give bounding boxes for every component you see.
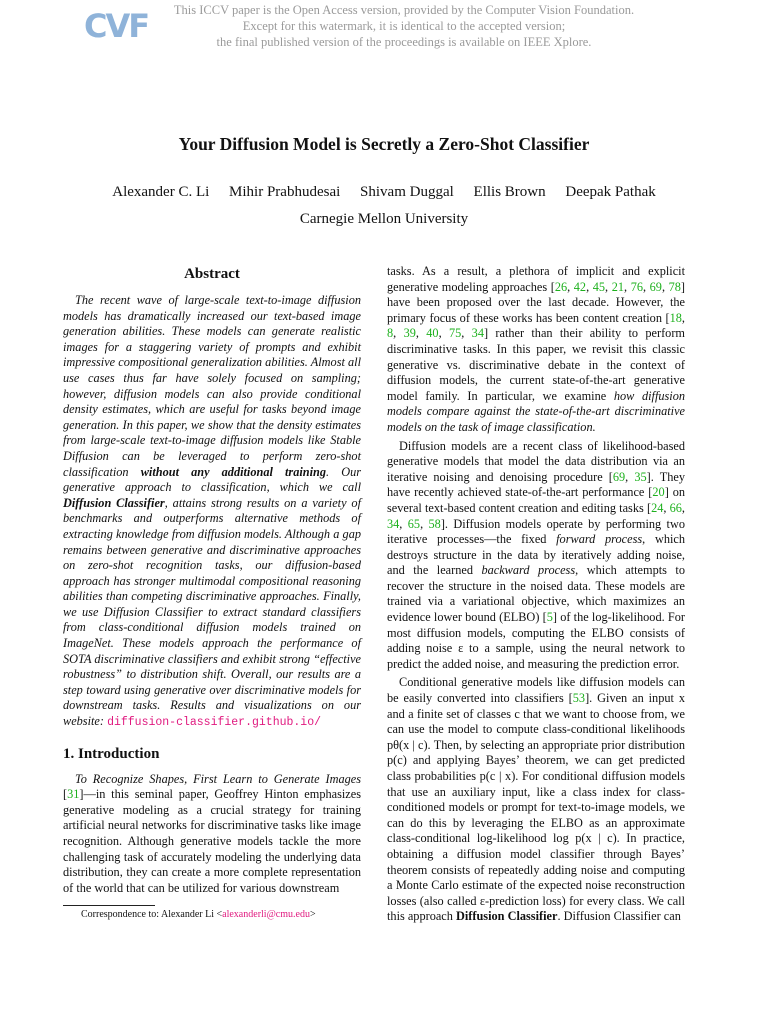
affiliation: Carnegie Mellon University [299,211,469,227]
citation-group: 26, 42, 45, 21, 76, 69, 78 [554,279,681,294]
project-website-link[interactable]: diffusion-classifier.github.io/ [107,716,321,730]
body-paragraph [387,439,685,673]
abstract-heading: Abstract [184,266,240,282]
body-text: ] rather than their ability to perform discriminative tasks. In this paper, we revisit this classic generative vs. discriminative debate in the context of diffusion models, the current state-of-the-art generative model family. In particular, we examine [387,326,685,403]
abstract-text-part: , attains strong results on a variety of benchmarks and outperforms alternative methods of extracting knowledge from diffusion models. Although a gap remains between generative and discriminative approaches on zero-shot recognition tasks, our diffusion-based approach has stronger multimodal compositional reasoning abilities than competing discriminative approaches. Finally, we use Diffusion Classifier to extract standard classifiers from class-conditional diffusion models trained on ImageNet. These models approach the performance of SOTA discriminative classifiers and exhibit strong “effective robustness” to distribution shift. Overall, our results are a step toward using generative over discriminative models for downstream tasks. Results and visualizations on our website: [63,495,361,729]
left-column [63,264,361,896]
citation-link[interactable]: 34 [387,516,400,531]
citation-link[interactable]: 53 [572,691,586,706]
body-text: ]. They have recently achieved state-of-the-art performance [ [387,469,685,500]
abstract-emphasis: without any additional training [140,464,327,479]
citation-link[interactable]: 58 [428,516,441,531]
citation-link[interactable]: 24 [651,500,664,515]
watermark-line-1: This ICCV paper is the Open Access version, provided by the Computer Vision Foundation. [173,3,635,17]
citation-link[interactable]: 5 [546,610,553,625]
emphasis-text: forward process [556,532,643,547]
author-name: Alexander C. Li [112,184,210,200]
body-text: . Diffusion Classifier can [557,909,681,924]
body-text: ]. Diffusion models operate by performing two iterative processes—the fixed [387,516,685,547]
right-column [387,264,685,925]
quoted-title: To Recognize Shapes, First Learn to Generate Images [75,771,361,786]
author-name: Shivam Duggal [360,184,454,200]
intro-paragraph: To Recognize Shapes, First Learn to Generate Images [31]—in this seminal paper, Geoffrey Hinton emphasizes generative modeling as a crucial strategy for training artificial neural networks for discriminative tasks like image recognition. Although generative models tackle the more challenging task of accurately modeling the underlying data distribution, they can create a more complete representation of the world that can be utilized for various downstream [63,771,361,895]
author-list [0,184,768,201]
correspondence-footnote [81,908,316,921]
citation-group: 18, 8, 39, 40, 75, 34 [387,310,685,341]
author-name: Mihir Prabhudesai [229,184,341,200]
citation-group [652,485,664,499]
watermark-line-2: Except for this watermark, it is identical to the accepted version; [242,19,566,33]
abstract-text [63,293,361,731]
footnote-rule [63,905,155,906]
open-access-watermark [150,2,658,50]
body-text: ] have been proposed over the last decade. However, the primary focus of these works has been content creation [ [387,279,686,325]
body-text: ]. Given an input x and a finite set of classes c that we want to choose from, we can use the model to compute class-conditional likelihoods pθ(x | c). Then, by selecting an appropriate prior distribution p(c) and applying Bayes’ theorem, we can get predicted class probabilities p(c | x). For conditional diffusion models that use an auxiliary input, like a class index for class-conditioned models or prompt for text-to-image models, we can do this by leveraging the ELBO as an approximate class-conditional log-likelihood log p(x | c). In practice, obtaining a diffusion model classifier through Bayes’ theorem consists of repeatedly adding noise and computing a Monte Carlo estimate of the expected noise reconstruction losses (also called ε-prediction loss) for every class. We call this approach [387,691,685,924]
citation-link[interactable]: 75 [448,326,462,341]
emphasis-text: backward process [481,563,576,578]
citation-link[interactable]: 76 [630,279,643,294]
watermark-line-3: the final published version of the proceedings is available on IEEE Xplore. [216,35,592,49]
citation-link[interactable]: 18 [669,310,682,325]
citation-link[interactable]: 35 [634,469,647,484]
citation-link[interactable]: 66 [669,500,682,515]
body-text: Conditional generative models like diffusion models can be easily converted into classifiers [ [387,675,685,706]
abstract-emphasis: Diffusion Classifier [63,495,165,510]
body-text: Diffusion models are a recent class of likelihood-based generative models that model the data distribution via an iterative noising and denoising procedure [ [387,438,685,484]
citation-link[interactable]: 34 [471,326,484,341]
cvf-logo [83,6,149,45]
paper-title: Your Diffusion Model is Secretly a Zero-Shot Classifier [178,134,590,154]
citation-group: 24, 66, 34, 65, 58 [387,500,685,531]
body-text: , which destroys structure in the data by iteratively adding noise, and the learned [387,532,685,578]
citation-link[interactable]: 78 [668,279,681,294]
abstract-text-part: The recent wave of large-scale text-to-image diffusion models has dramatically increased our text-based image generation abilities. These models can generate realistic images for a staggering variety of prompts and exhibit impressive compositional generalization abilities. Almost all use cases thus far have solely focused on sampling; however, diffusion models can also provide conditional density estimates, which are useful for tasks beyond image generation. In this paper, we show that the density estimates from large-scale text-to-image diffusion models like Stable Diffusion can be leveraged to perform zero-shot classification [63,293,361,479]
citation-link[interactable]: 39 [403,326,416,341]
section-heading: 1. Introduction [63,745,160,762]
body-text: ] of the log-likelihood. For most diffusion models, computing the ELBO consists of adding noise ε to a sample, using the neural network to predict the added noise, and measuring the prediction error. [387,610,685,671]
citation-link[interactable]: 40 [426,326,439,341]
citation-link[interactable]: 69 [649,279,662,294]
citation-link[interactable]: 42 [573,279,587,294]
citation-group [573,691,585,705]
method-name: Diffusion Classifier [455,909,558,924]
author-name: Ellis Brown [473,184,546,200]
footnote-label: Correspondence to: Alexander Li < [81,909,223,920]
citation-link[interactable]: 31 [67,787,80,802]
body-text: tasks. As a result, a plethora of implicit and explicit generative modeling approaches [ [387,264,685,294]
emphasis-text: how diffusion models compare against the state-of-the-art discriminative models on the task of image classification. [387,388,686,434]
svg-text:CVF: CVF [84,7,149,45]
body-text: ] on several text-based content creation and editing tasks [ [387,485,685,515]
citation-link[interactable]: 65 [407,516,421,531]
body-paragraph [387,675,685,925]
footnote-close: > [309,909,316,920]
citation-link[interactable]: 45 [592,279,606,294]
author-name: Deepak Pathak [565,184,656,200]
citation-link[interactable]: 21 [611,279,625,294]
author-email-link[interactable]: alexanderli@cmu.edu [222,909,310,920]
citation-link[interactable]: 69 [612,469,626,484]
citation-link[interactable]: 26 [554,279,568,294]
intro-text: —in this seminal paper, Geoffrey Hinton emphasizes generative modeling as a crucial strategy for training artificial neural networks for discriminative tasks like image recognition. Although generative models tackle the more challenging task of accurately modeling the underlying data distribution, they can create a more complete representation of the world that can be utilized for various downstream [63,787,361,895]
citation-link[interactable]: 20 [652,485,665,500]
citation-group: 69, 35 [612,469,647,484]
body-text: , which attempts to recover the structure in the noised data. These models are trained via a variational objective, which maximizes an evidence lower bound (ELBO) [ [387,563,685,625]
citation-link[interactable]: 8 [387,326,394,341]
abstract-text-part: . Our generative approach to classification, which we call [63,464,362,495]
body-paragraph [387,264,685,436]
